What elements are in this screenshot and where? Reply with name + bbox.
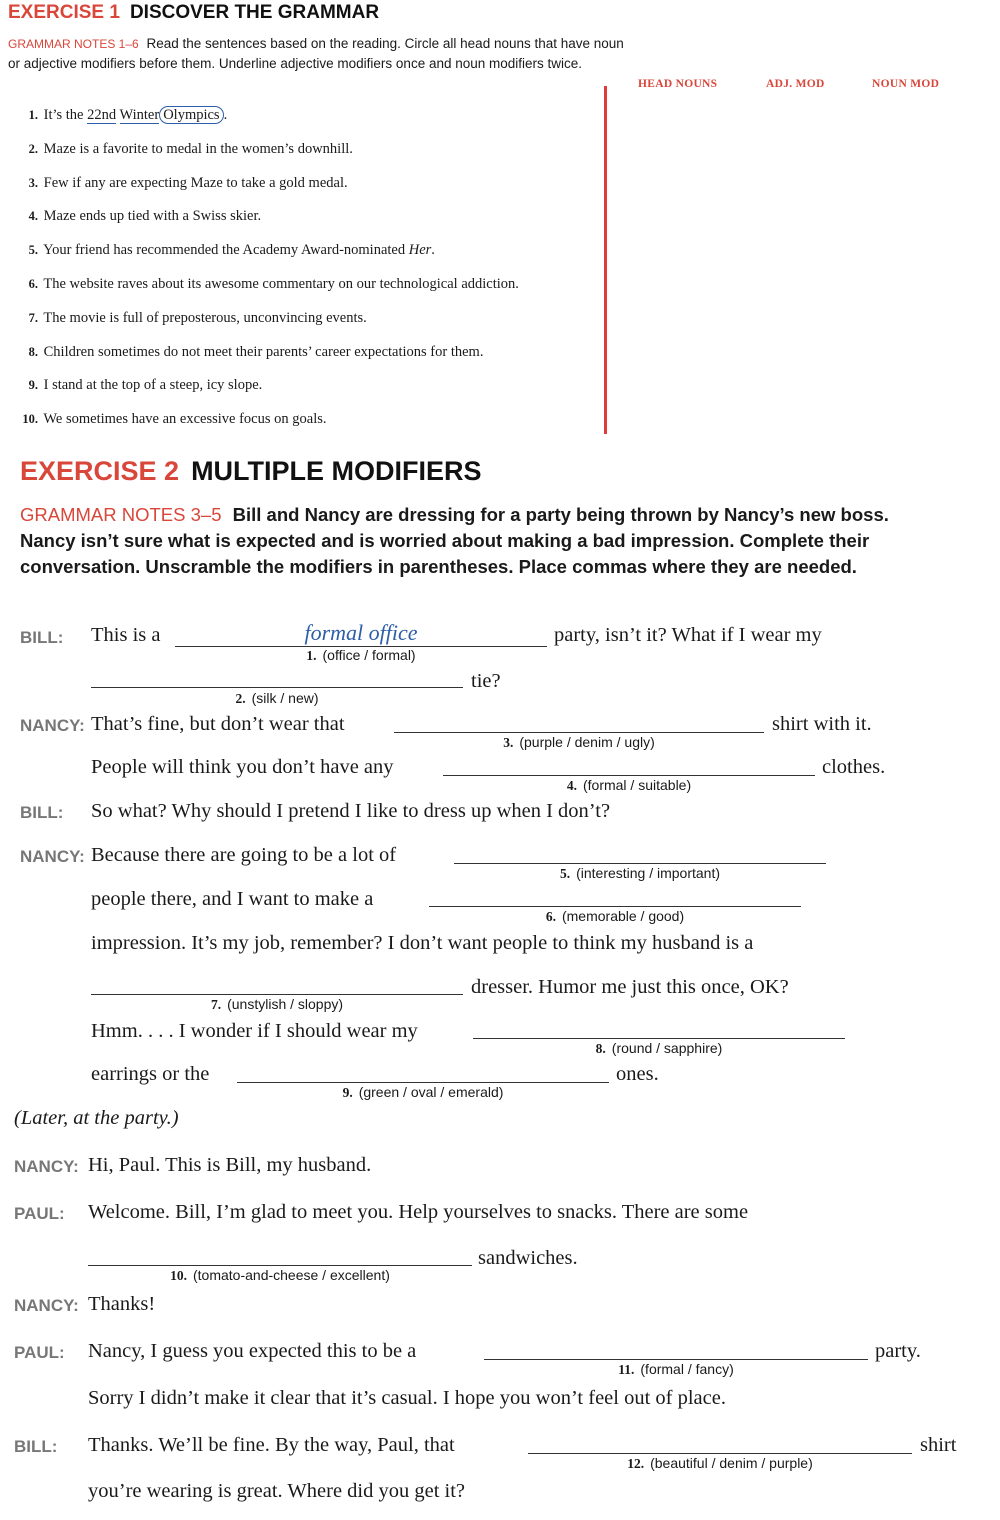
speaker-nancy: NANCY: <box>20 716 85 735</box>
hint-text: (office / formal) <box>322 647 416 663</box>
answer-blank-12[interactable] <box>528 1453 912 1454</box>
speaker-paul: PAUL: <box>14 1343 65 1362</box>
dialogue-text: Nancy, I guess you expected this to be a <box>88 1340 417 1362</box>
answer-blank-2[interactable] <box>91 687 463 688</box>
answer-blank-9[interactable] <box>237 1082 609 1083</box>
hint-2 <box>91 690 463 707</box>
sentence-text: It’s the <box>43 107 88 123</box>
column-divider <box>604 86 607 434</box>
exercise-2-title: MULTIPLE MODIFIERS <box>191 456 482 486</box>
speaker-nancy: NANCY: <box>14 1296 79 1315</box>
sentence-number: 8. <box>28 344 38 359</box>
dialogue-text: ones. <box>616 1063 659 1085</box>
sentence-number: 5. <box>28 243 38 258</box>
hint-number: 6. <box>545 909 556 924</box>
column-noun-mod: NOUN MOD <box>872 78 940 90</box>
sentence-end: . <box>223 107 228 123</box>
sentence-number: 4. <box>28 209 38 224</box>
hint-number: 5. <box>559 866 571 881</box>
sentence-item <box>10 340 600 374</box>
hint-text: (beautiful / denim / purple) <box>650 1455 813 1471</box>
answer-blank-4[interactable] <box>443 775 815 776</box>
sentence-number: 6. <box>28 276 38 291</box>
hint-text: (round / sapphire) <box>611 1040 723 1056</box>
exercise-1-number: EXERCISE 1 <box>8 2 120 23</box>
hint-number: 8. <box>595 1041 606 1056</box>
answer-blank-8[interactable] <box>473 1038 845 1039</box>
underlined-modifier: Winter <box>119 107 160 123</box>
sentence-list <box>10 103 600 441</box>
sentence-number: 9. <box>28 378 38 393</box>
dialogue-text: tie? <box>471 670 501 692</box>
sentence-text: Maze is a favorite to medal in the women’s downhill. <box>43 140 353 157</box>
hint-4 <box>443 777 815 794</box>
dialogue-text: That’s fine, but don’t wear that <box>91 713 345 735</box>
hint-8 <box>473 1040 845 1057</box>
hint-6 <box>429 908 801 925</box>
dialogue-text: shirt with it. <box>772 713 872 735</box>
answer-blank-6[interactable] <box>429 906 801 907</box>
hint-7 <box>91 996 463 1013</box>
exercise-1-heading <box>8 2 379 24</box>
sentence-number: 1. <box>28 108 38 122</box>
sentence-item <box>10 272 600 306</box>
dialogue-text: party. <box>875 1340 921 1362</box>
hint-text: (silk / new) <box>251 690 319 706</box>
speaker-paul: PAUL: <box>14 1204 65 1223</box>
dialogue-text: impression. It’s my job, remember? I don’t want people to think my husband is a <box>91 932 754 954</box>
dialogue-text: Thanks! <box>88 1293 156 1315</box>
exercise-1-instructions-text: Read the sentences based on the reading. Circle all head nouns that have noun or adjective modifiers before them. Underline adjective modifiers once and noun modifiers twice. <box>8 36 624 71</box>
sentence-item <box>10 171 600 205</box>
dialogue-text: This is a <box>91 624 161 646</box>
sentence-item <box>10 306 600 340</box>
hint-number: 10. <box>170 1268 187 1283</box>
hint-text: (purple / denim / ugly) <box>519 734 655 750</box>
hint-10 <box>88 1267 472 1284</box>
answer-blank-10[interactable] <box>88 1265 472 1266</box>
hint-5 <box>454 865 826 882</box>
hint-3 <box>394 734 764 751</box>
sentence-text: Your friend has recommended the Academy Award-nominated <box>43 242 409 259</box>
hint-number: 4. <box>566 778 577 793</box>
dialogue-text: clothes. <box>822 756 886 778</box>
dialogue-text: Hi, Paul. This is Bill, my husband. <box>88 1154 372 1176</box>
hint-text: (formal / fancy) <box>640 1361 734 1377</box>
answer-blank-3[interactable] <box>394 732 764 733</box>
hint-number: 2. <box>235 691 246 706</box>
sentence-item <box>10 103 600 137</box>
exercise-2-instructions-text: Bill and Nancy are dressing for a party being thrown by Nancy’s new boss. Nancy isn’t sure what is expected and is worried about making a bad impression. Complete their conversation. Unscramble the modifiers in parentheses. Place commas where they are needed. <box>20 504 889 577</box>
dialogue-text: Welcome. Bill, I’m glad to meet you. Help yourselves to snacks. There are some <box>88 1201 749 1223</box>
speaker-bill: BILL: <box>20 628 64 647</box>
sentence-text: Few if any are expecting Maze to take a gold medal. <box>43 174 348 191</box>
dialogue-text: dresser. Humor me just this once, OK? <box>471 976 789 998</box>
exercise-2-heading <box>20 456 482 487</box>
stage-direction: (Later, at the party.) <box>14 1107 179 1129</box>
sentence-text: Maze ends up tied with a Swiss skier. <box>43 208 262 225</box>
exercise-2-instructions <box>20 502 900 580</box>
dialogue-text: So what? Why should I pretend I like to dress up when I don’t? <box>91 800 611 822</box>
sentence-number: 2. <box>28 141 38 156</box>
dialogue-text: earrings or the <box>91 1063 210 1085</box>
dialogue-text: you’re wearing is great. Where did you get it? <box>88 1480 466 1502</box>
sentence-italic: Her <box>408 242 432 259</box>
column-head-nouns: HEAD NOUNS <box>638 78 718 90</box>
answer-blank-7[interactable] <box>91 994 463 995</box>
hint-number: 9. <box>342 1085 353 1100</box>
hint-number: 12. <box>627 1456 645 1471</box>
circled-head-noun: Olympics <box>159 106 223 124</box>
hint-text: (unstylish / sloppy) <box>227 996 344 1012</box>
speaker-bill: BILL: <box>20 803 64 822</box>
hint-text: (formal / suitable) <box>582 777 692 793</box>
answer-1: formal office <box>304 620 418 645</box>
hint-9 <box>237 1084 609 1101</box>
exercise-1-notes-ref: GRAMMAR NOTES 1–6 <box>8 37 139 51</box>
dialogue-text: People will think you don’t have any <box>91 756 394 778</box>
dialogue-text: party, isn’t it? What if I wear my <box>554 624 822 646</box>
speaker-nancy: NANCY: <box>20 847 85 866</box>
sentence-number: 7. <box>28 310 38 325</box>
exercise-2-notes-ref: GRAMMAR NOTES 3–5 <box>20 504 222 525</box>
answer-blank-5[interactable] <box>454 863 826 864</box>
sentence-text: I stand at the top of a steep, icy slope. <box>43 377 263 394</box>
hint-12 <box>528 1455 912 1472</box>
hint-11 <box>484 1361 868 1378</box>
exercise-2-number: EXERCISE 2 <box>20 456 180 486</box>
dialogue-text: people there, and I want to make a <box>91 888 374 910</box>
sentence-number: 10. <box>22 412 38 427</box>
sentence-text: We sometimes have an excessive focus on goals. <box>43 411 327 428</box>
sentence-text: The website raves about its awesome commentary on our technological addiction. <box>43 275 519 292</box>
hint-text: (interesting / important) <box>576 865 721 881</box>
hint-1 <box>175 647 547 664</box>
sentence-item <box>10 373 600 407</box>
sentence-item <box>10 137 600 171</box>
column-adj-mod: ADJ. MOD <box>766 78 825 90</box>
sentence-number: 3. <box>28 175 38 190</box>
hint-text: (tomato-and-cheese / excellent) <box>193 1267 390 1283</box>
dialogue-text: shirt <box>920 1434 957 1456</box>
sentence-text: The movie is full of preposterous, unconvincing events. <box>43 309 367 326</box>
speaker-nancy: NANCY: <box>14 1157 79 1176</box>
hint-number: 7. <box>210 997 222 1012</box>
hint-text: (green / oval / emerald) <box>358 1084 504 1100</box>
dialogue-text: Because there are going to be a lot of <box>91 844 397 866</box>
sentence-item <box>10 204 600 238</box>
sentence-text: Children sometimes do not meet their parents’ career expectations for them. <box>43 343 484 360</box>
dialogue-text: Hmm. . . . I wonder if I should wear my <box>91 1020 418 1042</box>
dialogue-text: sandwiches. <box>478 1247 578 1269</box>
underlined-modifier: 22nd <box>87 107 117 123</box>
hint-number: 3. <box>503 735 514 750</box>
sentence-end: . <box>431 242 435 259</box>
sentence-item <box>10 407 600 441</box>
hint-number: 1. <box>306 648 317 663</box>
dialogue-text: Thanks. We’ll be fine. By the way, Paul, that <box>88 1434 455 1456</box>
speaker-bill: BILL: <box>14 1437 58 1456</box>
exercise-1-instructions <box>8 34 628 73</box>
sentence-item <box>10 238 600 272</box>
hint-number: 11. <box>618 1362 635 1377</box>
answer-blank-11[interactable] <box>484 1359 868 1360</box>
exercise-1-title: DISCOVER THE GRAMMAR <box>129 2 380 23</box>
dialogue-text: Sorry I didn’t make it clear that it’s casual. I hope you won’t feel out of place. <box>88 1387 726 1409</box>
hint-text: (memorable / good) <box>561 908 685 924</box>
